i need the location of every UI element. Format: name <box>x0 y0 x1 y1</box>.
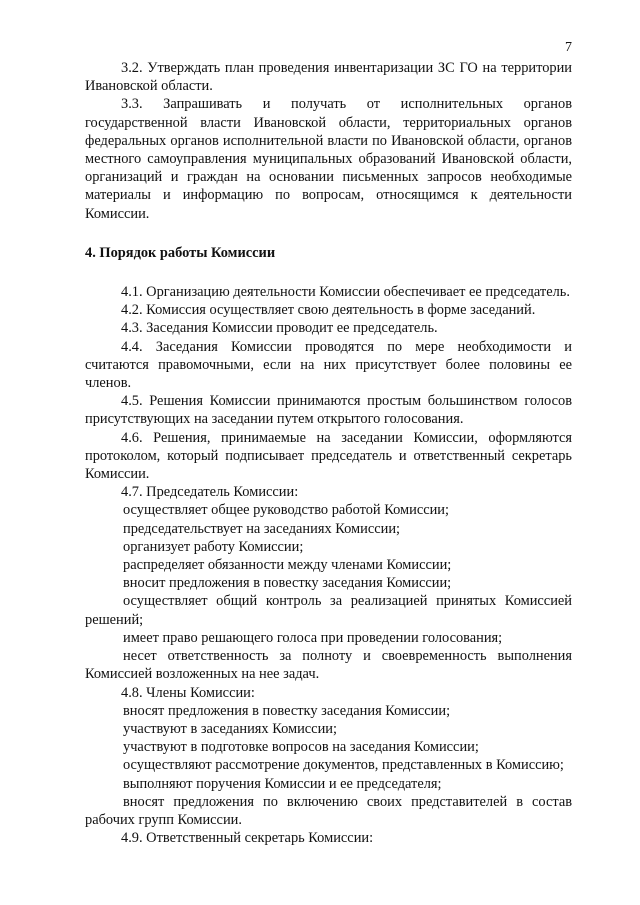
chairman-duty: организует работу Комиссии; <box>123 538 304 555</box>
member-duty: участвуют в подготовке вопросов на заседания Комиссии; <box>123 739 479 756</box>
member-duty: вносят предложения в повестку заседания Комиссии; <box>123 702 451 719</box>
chairman-duty: осуществляет общий контроль за реализацией принятых Комиссией решений; <box>85 593 572 628</box>
chairman-duty: осуществляет общее руководство работой Комиссии; <box>123 502 450 519</box>
section-heading: 4. Порядок работы Комиссии <box>85 244 276 261</box>
member-duty: выполняют поручения Комиссии и ее председателя; <box>123 775 442 792</box>
paragraph-3-3: 3.3. Запрашивать и получать от исполнительных органов государственной власти Ивановской области, территориальных органов федеральных органов исполнительной власти по Ивановской области, органов местного самоуправления муниципальных образований Ивановской области, организаций и граждан на основании письменных запросов необходимые материалы и информацию по вопросам, относящимся к деятельности Комиссии. <box>85 96 572 222</box>
member-duty: осуществляют рассмотрение документов, представленных в Комиссию; <box>123 757 564 774</box>
page-number: 7 <box>565 40 572 55</box>
paragraph-4-7: 4.7. Председатель Комиссии: <box>121 484 299 501</box>
chairman-duty: несет ответственность за полноту и своевременность выполнения Комиссией возложенных на нее задач. <box>85 648 572 683</box>
chairman-duty: распределяет обязанности между членами Комиссии; <box>123 557 452 574</box>
paragraph-3-2: 3.2. Утверждать план проведения инвентаризации ЗС ГО на территории Ивановской области. <box>85 60 572 95</box>
paragraph-4-1: 4.1. Организацию деятельности Комиссии обеспечивает ее председатель. <box>121 284 570 301</box>
paragraph-4-5: 4.5. Решения Комиссии принимаются простым большинством голосов присутствующих на заседании путем открытого голосования. <box>85 393 572 428</box>
paragraph-4-8: 4.8. Члены Комиссии: <box>121 684 255 701</box>
member-duty: вносят предложения по включению своих представителей в состав рабочих групп Комиссии. <box>85 793 572 828</box>
chairman-duty: председательствует на заседаниях Комиссии; <box>123 520 401 537</box>
paragraph-4-3: 4.3. Заседания Комиссии проводит ее председатель. <box>121 320 438 337</box>
chairman-duty: вносит предложения в повестку заседания Комиссии; <box>123 575 452 592</box>
member-duty: участвуют в заседаниях Комиссии; <box>123 720 337 737</box>
paragraph-4-2: 4.2. Комиссия осуществляет свою деятельность в форме заседаний. <box>121 302 536 319</box>
paragraph-4-6: 4.6. Решения, принимаемые на заседании Комиссии, оформляются протоколом, который подписывает председатель и ответственный секретарь Комиссии. <box>85 429 572 483</box>
chairman-duty: имеет право решающего голоса при проведении голосования; <box>123 629 503 646</box>
document-body <box>85 59 572 847</box>
paragraph-4-4: 4.4. Заседания Комиссии проводятся по мере необходимости и считаются правомочными, если на них присутствует более половины ее членов. <box>85 338 572 392</box>
paragraph-4-9: 4.9. Ответственный секретарь Комиссии: <box>121 830 374 847</box>
